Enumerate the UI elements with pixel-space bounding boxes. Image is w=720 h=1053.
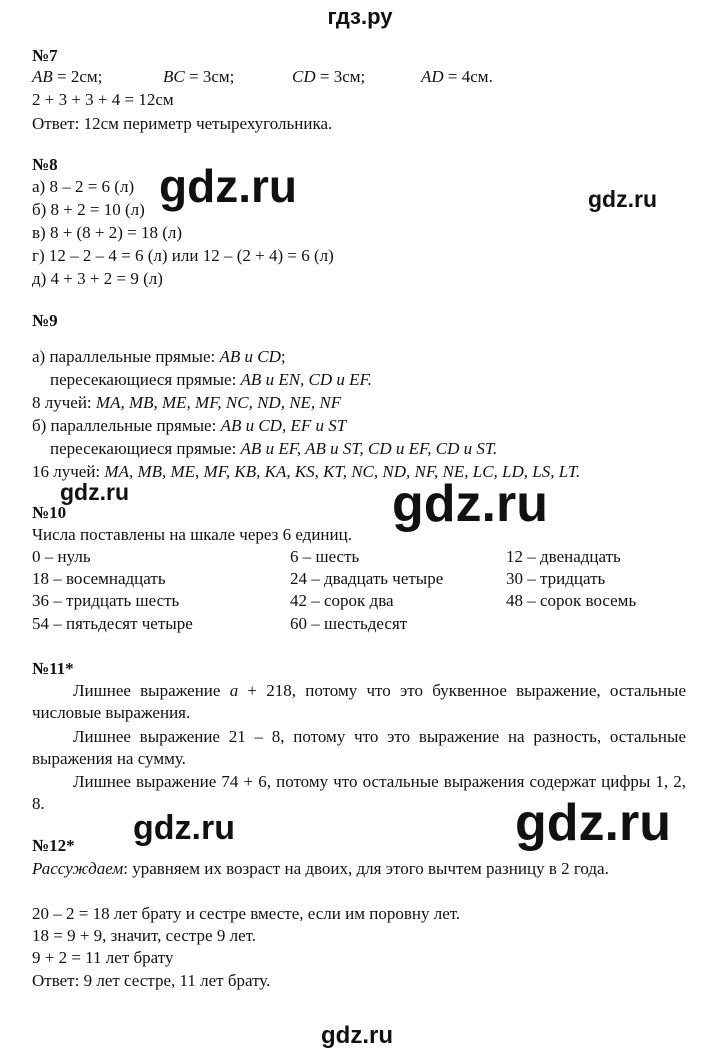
task-8-line: д) 4 + 3 + 2 = 9 (л) (32, 269, 163, 288)
task-8-line: в) 8 + (8 + 2) = 18 (л) (32, 223, 183, 242)
number-item: 54 – пятьдесят четыре (32, 614, 193, 633)
task-10-title: №10 (32, 503, 67, 522)
watermark: gdz.ru (321, 1022, 393, 1049)
task-7-sum: 2 + 3 + 3 + 4 = 12см (32, 90, 174, 109)
number-item: 48 – сорок восемь (506, 591, 637, 610)
task-7-answer: Ответ: 12см периметр четырехугольника. (32, 114, 333, 133)
task-11-paragraph: Лишнее выражение a + 218, потому что это буквенное выражение, остальные числовые выражения. (32, 681, 686, 722)
number-item: 36 – тридцать шесть (32, 591, 180, 610)
task-12-reasoning: Рассуждаем: уравняем их возраст на двоих, для этого вычтем разницу в 2 года. (32, 859, 609, 878)
task-11-paragraph: Лишнее выражение 21 – 8, потому что это выражение на разность, остальные выражения на сумму. (32, 727, 686, 768)
number-item: 12 – двенадцать (506, 547, 621, 566)
task-9-b-rays: 16 лучей: MA, MB, ME, MF, KB, KA, KS, KT, NC, ND, NF, NE, LC, LD, LS, LT. (32, 462, 581, 481)
task-9-b-crossing: пересекающиеся прямые: AB и EF, AB и ST, CD и EF, CD и ST. (50, 439, 498, 458)
task-8-line: г) 12 – 2 – 4 = 6 (л) или 12 – (2 + 4) = 6 (л) (32, 246, 334, 265)
page: гдз.ру gdz.ru gdz.ru gdz.ru gdz.ru gdz.ru gdz.ru gdz.ru №7 AB = 2см; BC = 3см; CD = 3см; AD = 4см. 2 + 3 + 3 + 4 = 12см Ответ: 12см периметр четырехугольника. №8 а) 8 – 2 = 6 (л) б) 8 + 2 = 10 (л) в) 8 + (8 + 2) = 18 (л) г) 12 – 2 – 4 = 6 (л) или 12 – (2 + 4) = 6 (л) д) 4 + 3 + 2 = 9 (л) №9 а) параллельные прямые: AB и CD; пересекающиеся прямые: AB и EN, CD и EF. 8 лучей: MA, MB, ME, MF, NC, ND, NE, NF б) параллельные прямые: AB и CD, EF и ST пересекающиеся прямые: AB и EF, AB и ST, CD и EF, CD и ST. 16 лучей: MA, MB, ME, MF, KB, KA, KS, KT, NC, ND, NF, NE, LC, LD, LS, LT. №10 Числа поставлены на шкале через 6 единиц. 0 – нуль 6 – шесть 12 – двенадцать 18 – восемнадцать 24 – двадцать четыре 30 – тридцать 36 – тридцать шесть 42 – сорок два 48 – сорок восемь 54 – пятьдесят четыре 60 – шестьдесят №11* Лишнее выражение a + 218, потому что это буквенное выражение, остальные числовые выражения. Лишнее выражение 21 – 8, потому что это выражение на разность, остальные выражения на сумму. Лишнее выражение 74 + 6, потому что остальные выражения содержат цифры 1, 2, 8. №12* Рассуждаем: уравняем их возраст на двоих, для этого вычтем разницу в 2 года. 20 – 2 = 18 лет брату и сестре вместе, если им поровну лет. 18 = 9 + 9, значит, сестре 9 лет. 9 + 2 = 11 лет брату Ответ: 9 лет сестре, 11 лет брату. (0, 0, 720, 1053)
task-12-title: №12* (32, 836, 75, 855)
task-9-a-parallel: а) параллельные прямые: AB и CD; (32, 347, 286, 366)
task-12-line: 18 = 9 + 9, значит, сестре 9 лет. (32, 926, 257, 945)
task-12-answer: Ответ: 9 лет сестре, 11 лет брату. (32, 971, 271, 990)
site-header: гдз.ру (327, 4, 393, 29)
task-12-line: 9 + 2 = 11 лет брату (32, 948, 174, 967)
task-10-intro: Числа поставлены на шкале через 6 единиц. (32, 525, 352, 544)
number-item: 6 – шесть (290, 547, 360, 566)
number-item: 24 – двадцать четыре (290, 569, 444, 588)
number-row (32, 547, 692, 569)
watermark: gdz.ru (588, 186, 657, 212)
number-item: 42 – сорок два (290, 591, 394, 610)
watermark: gdz.ru (60, 479, 129, 505)
watermark: gdz.ru (133, 809, 235, 847)
watermark: gdz.ru (392, 475, 548, 533)
task-7-title: №7 (32, 46, 58, 65)
task-8-line: б) 8 + 2 = 10 (л) (32, 200, 145, 219)
task-11-paragraph: Лишнее выражение 74 + 6, потому что остальные выражения содержат цифры 1, 2, 8. (32, 772, 686, 813)
watermark: gdz.ru (159, 160, 297, 212)
task-9-a-crossing: пересекающиеся прямые: AB и EN, CD и EF. (50, 370, 372, 389)
task-8-title: №8 (32, 155, 58, 174)
task-9-b-parallel: б) параллельные прямые: AB и CD, EF и ST (32, 416, 347, 435)
number-row (32, 591, 692, 613)
number-item: 18 – восемнадцать (32, 569, 166, 588)
task-9-a-rays: 8 лучей: MA, MB, ME, MF, NC, ND, NE, NF (32, 393, 342, 412)
number-item: 30 – тридцать (506, 569, 606, 588)
number-row (32, 614, 692, 636)
task-9-title: №9 (32, 311, 58, 330)
task-8-line: а) 8 – 2 = 6 (л) (32, 177, 135, 196)
task-12-line: 20 – 2 = 18 лет брату и сестре вместе, если им поровну лет. (32, 904, 461, 923)
number-row (32, 569, 692, 591)
watermark: gdz.ru (515, 794, 671, 852)
number-item: 60 – шестьдесят (290, 614, 408, 633)
task-11-title: №11* (32, 659, 74, 678)
number-item: 0 – нуль (32, 547, 91, 566)
